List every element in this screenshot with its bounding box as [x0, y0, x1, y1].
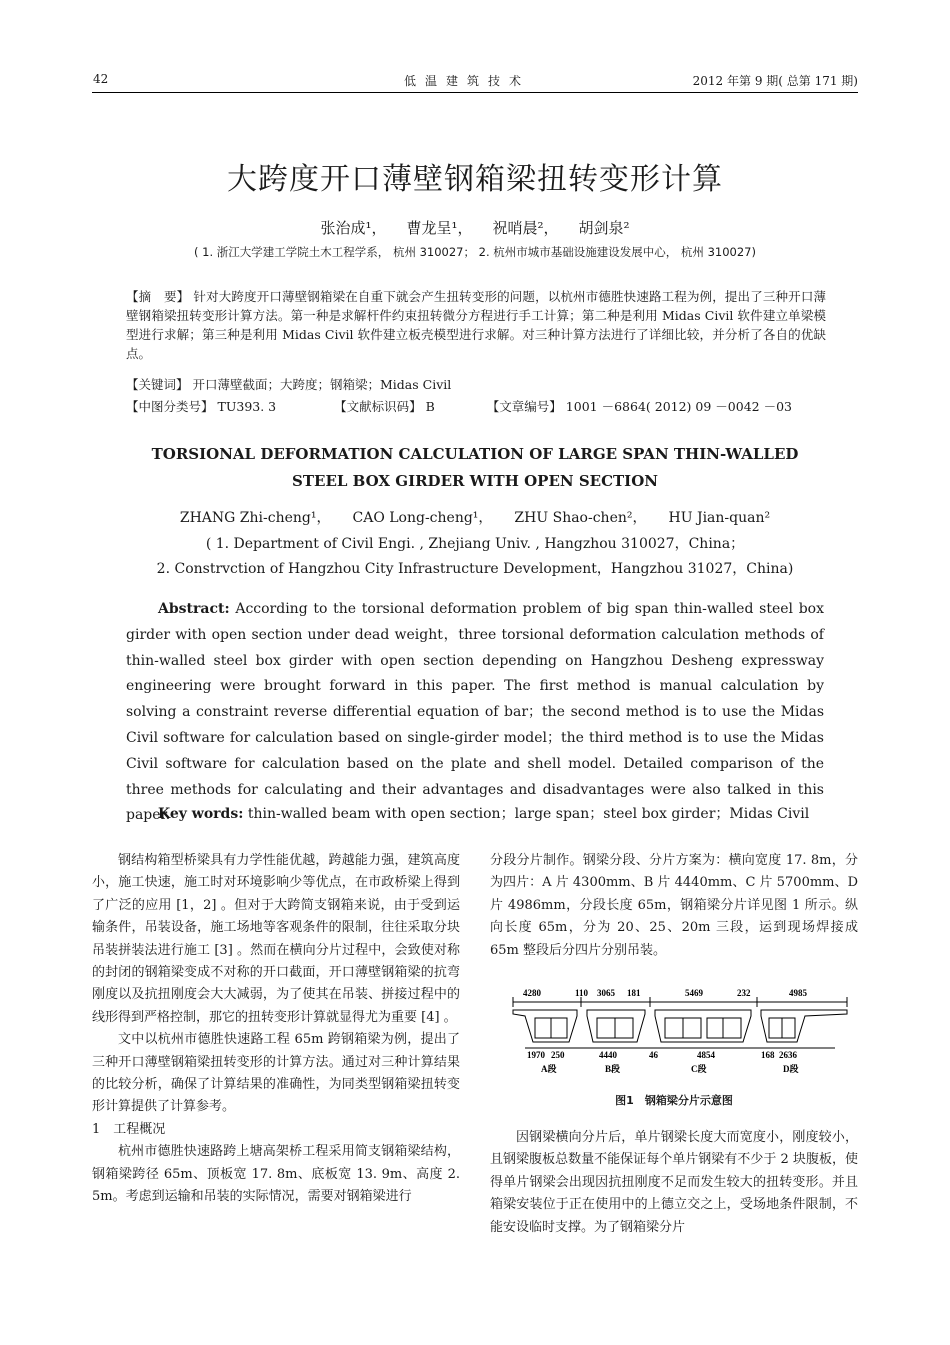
- author-en: ZHU Shao-chen²，: [514, 510, 647, 526]
- journal-name: 低温建筑技术: [404, 74, 531, 88]
- doc-code-label: 【文献标识码】: [334, 399, 422, 414]
- author-en: ZHANG Zhi-cheng¹，: [179, 510, 331, 526]
- doc-code-value: B: [425, 399, 435, 414]
- header-rule: [92, 92, 858, 93]
- clc-value: TU393. 3: [217, 399, 277, 414]
- paper-title-cn: 大跨度开口薄壁钢箱梁扭转变形计算: [227, 162, 723, 197]
- segment-label: B段: [605, 1064, 621, 1074]
- body-column-right-continued: [490, 1127, 858, 1239]
- abstract-en: [126, 597, 824, 829]
- clc-label: 【中图分类号】: [126, 399, 214, 414]
- keywords-en: [158, 803, 824, 823]
- affiliation-en-line: ( 1. Department of Civil Engi. , Zhejiang Univ. , Hangzhou 310027，China；: [205, 536, 745, 552]
- author-cn: 祝哨晨²，: [492, 219, 559, 237]
- dim-label: 1970: [527, 1050, 545, 1060]
- dim-label: 250: [551, 1050, 565, 1060]
- body-paragraph: 分段分片制作。钢梁分段、分片方案为：横向宽度 17. 8m，分为四片：A 片 4300mm、B 片 4440mm、C 片 5700mm、D 片 4986mm，分段长度 65m，钢箱梁分片详见图 1 所示。纵向长度 65m，分为 20、25、20m 三段，运到现场焊接成 65m 整段后分四片分别吊装。: [490, 853, 858, 958]
- title-en-line: STEEL BOX GIRDER WITH OPEN SECTION: [292, 472, 658, 490]
- dim-label: 3065: [597, 988, 615, 998]
- dim-label: 46: [649, 1050, 658, 1060]
- dim-label: 168: [761, 1050, 775, 1060]
- author-cn: 胡剑泉²: [578, 219, 630, 237]
- abstract-cn-label: 【摘 要】: [126, 289, 190, 304]
- abstract-cn: [126, 287, 826, 363]
- abstract-cn-text: 针对大跨度开口薄壁钢箱梁在自重下就会产生扭转变形的问题，以杭州市德胜快速路工程为例，提出了三种开口薄壁钢箱梁扭转变形计算方法。第一种是求解杆件约束扭转微分方程进行手工计算；第二种是利用 Midas Civil 软件建立单梁模型进行求解；第三种是利用 Midas Civil 软件建立板壳模型进行求解。对三种计算方法进行了详细比较，并分析了各自的优缺点。: [126, 289, 826, 361]
- segment-b-section: [587, 1010, 645, 1042]
- dim-label: 4440: [599, 1050, 617, 1060]
- dim-label: 4280: [523, 988, 541, 998]
- body-paragraph: 杭州市德胜快速路跨上塘高架桥工程采用简支钢箱梁结构，钢箱梁跨径 65m、顶板宽 17. 8m、底板宽 13. 9m、高度 2. 5m。考虑到运输和吊装的实际情况，需要对钢箱梁进行: [92, 1144, 460, 1205]
- author-cn: 张治成¹，: [320, 219, 387, 237]
- segment-label: C段: [691, 1064, 707, 1074]
- keywords-cn-label: 【关键词】: [126, 377, 189, 392]
- dim-label: 4985: [789, 988, 807, 998]
- segment-label: D段: [783, 1064, 799, 1074]
- section-heading: 1 工程概况: [92, 1121, 166, 1137]
- body-paragraph: 因钢梁横向分片后，单片钢梁长度大而宽度小，刚度较小，且钢梁腹板总数量不能保证每个单片钢梁有不少于 2 块腹板，使得单片钢梁会出现因抗扭刚度不足而发生较大的扭转变形。并且箱梁安装位于正在使用中的上德立交之上，受场地条件限制，不能安设临时支撑。为了钢箱梁分片: [490, 1130, 858, 1235]
- author-en: CAO Long-cheng¹，: [352, 510, 493, 526]
- affiliation-en-line: 2. Constrvction of Hangzhou City Infrastructure Development，Hangzhou 31027，China): [156, 561, 794, 577]
- segment-label: A段: [541, 1064, 557, 1074]
- segment-d-section: [761, 1010, 847, 1042]
- girder-segment-figure: [505, 986, 855, 1076]
- article-number-value: 1001 －6864( 2012) 09 －0042 －03: [565, 399, 792, 414]
- authors-cn: [0, 217, 950, 238]
- abstract-en-label: Abstract:: [158, 601, 230, 617]
- body-paragraph: 钢结构箱型桥梁具有力学性能优越，跨越能力强，建筑高度小，施工快速，施工时对环境影响少等优点，在市政桥梁上得到了广泛的应用 [1，2] 。但对于大跨简支钢箱来说，由于受到运输条件，吊装设备，施工场地等客观条件的限制，往往采取分块吊装拼装法进行施工 [3] 。然而在横向分片过程中，会致使对称的封闭的钢箱梁变成不对称的开口截面，开口薄壁钢箱梁的抗弯刚度以及抗扭刚度会大大减弱，为了使其在吊装、拼接过程中的线形得到严格控制，那它的扭转变形计算就显得尤为重要 [4] 。: [92, 853, 460, 1025]
- title-en-line: TORSIONAL DEFORMATION CALCULATION OF LARGE SPAN THIN-WALLED: [151, 445, 799, 463]
- segment-c-section: [655, 1010, 751, 1042]
- classification-line: [126, 397, 826, 416]
- dim-label: 4854: [697, 1050, 715, 1060]
- keywords-en-text: thin-walled beam with open section；large span；steel box girder；Midas Civil: [247, 806, 810, 822]
- page-number: 42: [93, 72, 109, 86]
- body-column-right: [490, 850, 858, 962]
- article-number-label: 【文章编号】: [486, 399, 562, 414]
- authors-en: [0, 507, 950, 527]
- keywords-cn-text: 开口薄壁截面；大跨度；钢箱梁；Midas Civil: [192, 377, 452, 392]
- segment-a-section: [513, 1010, 577, 1042]
- dim-label: 110: [575, 988, 589, 998]
- dim-label: 181: [627, 988, 641, 998]
- abstract-en-text: According to the torsional deformation problem of big span thin-walled steel box girder with open section under dead weight，three torsional deformation calculation methods of thin-walled steel box girder with open section depending on Hangzhou Desheng expressway engineering were brought forward in this paper. The first method is manual calculation by solving a constraint reverse differential equation of bar；the second method is to use the Midas Civil software for calculation based on single-girder model；the third method is to use the Midas Civil software for calculation based on the plate and shell model. Detailed comparison of the three methods for calculating and their advantages and disadvantages were also talked in this paper.: [126, 601, 824, 824]
- body-column-left: [92, 850, 460, 1209]
- figure-caption: 图1 钢箱梁分片示意图: [615, 1094, 733, 1107]
- keywords-en-label: Key words:: [158, 806, 244, 822]
- dim-label: 232: [737, 988, 751, 998]
- keywords-cn: [126, 375, 826, 394]
- issue-info: 2012 年第 9 期( 总第 171 期): [692, 74, 858, 88]
- affiliation-cn: ( 1. 浙江大学建工学院土木工程学系， 杭州 310027； 2. 杭州市城市基础设施建设发展中心， 杭州 310027): [194, 245, 756, 259]
- dim-label: 2636: [779, 1050, 797, 1060]
- dim-label: 5469: [685, 988, 703, 998]
- author-en: HU Jian-quan²: [668, 510, 771, 526]
- paper-title-en: [0, 441, 950, 495]
- body-paragraph: 文中以杭州市德胜快速路工程 65m 跨钢箱梁为例，提出了三种开口薄壁钢箱梁扭转变形的计算方法。通过对三种计算结果的比较分析，确保了计算结果的准确性，为同类型钢箱梁扭转变形计算提供了计算参考。: [92, 1032, 460, 1115]
- author-cn: 曹龙呈¹，: [406, 219, 473, 237]
